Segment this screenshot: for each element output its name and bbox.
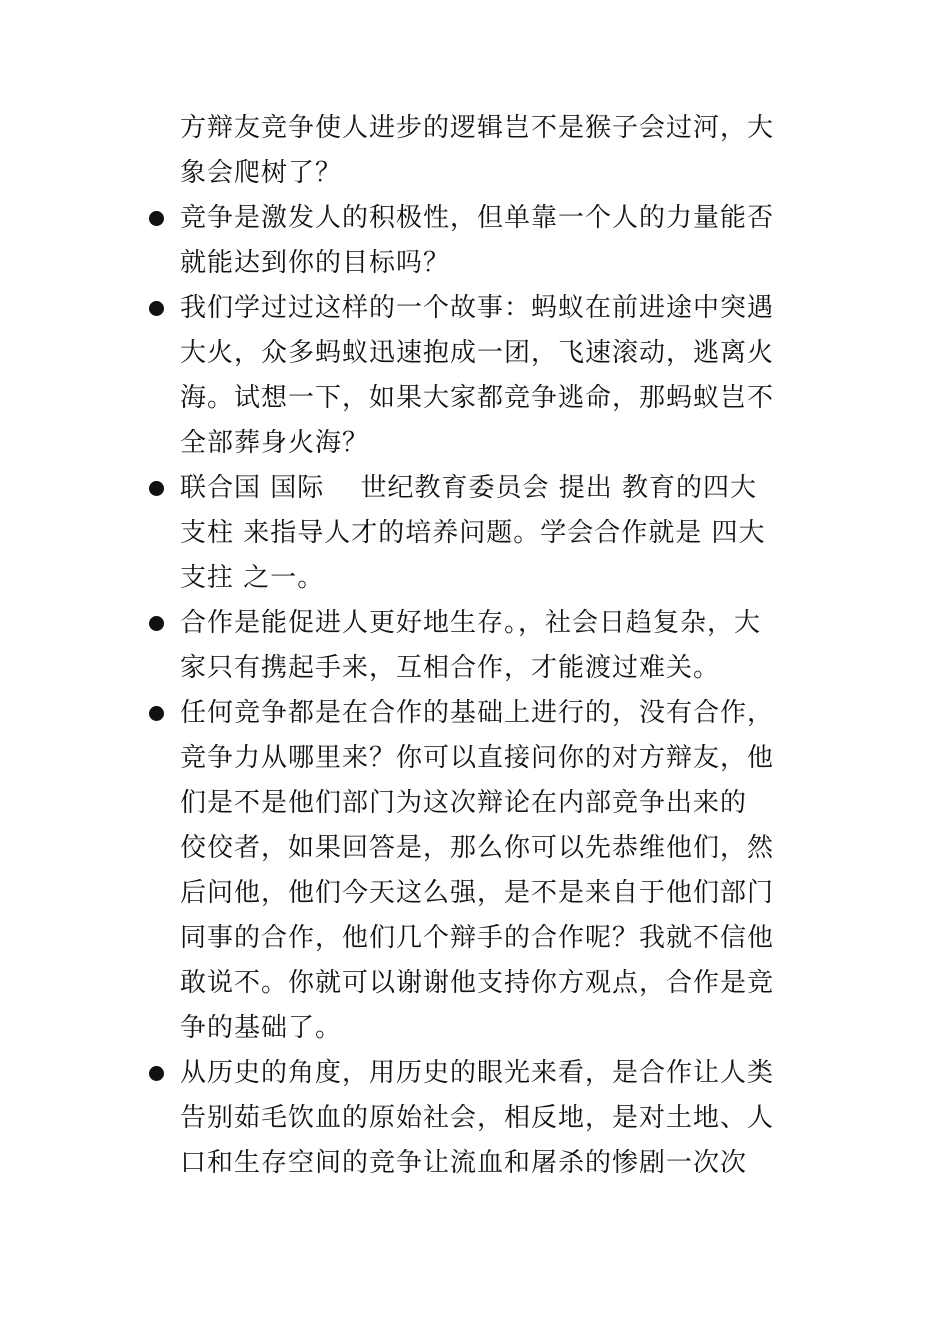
bullet-dot-icon: [149, 1066, 164, 1081]
bullet-item: [145, 466, 815, 601]
text-line: 告别茹毛饮血的原始社会，相反地，是对土地、人: [180, 1103, 775, 1133]
bullet-item: [145, 1051, 815, 1186]
text-line: 全部葬身火海？: [180, 428, 370, 458]
bullet-item: [145, 286, 815, 466]
bullet-dot-icon: [149, 211, 164, 226]
text-line: 家只有携起手来，互相合作，才能渡过难关。: [180, 653, 721, 683]
text-line: 同事的合作，他们几个辩手的合作呢？我就不信他: [180, 923, 775, 953]
text-line: 合作是能促进人更好地生存。，社会日趋复杂，大: [180, 608, 762, 638]
text-line: 我们学过过这样的一个故事：蚂蚁在前进途中突遇: [180, 293, 775, 323]
text-line: 象会爬树了？: [180, 158, 343, 188]
bullet-item: [145, 601, 815, 691]
text-line: 联合国 国际 世纪教育委员会 提出 教育的四大: [180, 473, 758, 503]
bullet-item: [145, 196, 815, 286]
text-line: 方辩友竞争使人进步的逻辑岂不是猴子会过河，大: [180, 113, 775, 143]
bullet-dot-icon: [149, 616, 164, 631]
text-line: 敢说不。你就可以谢谢他支持你方观点，合作是竞: [180, 968, 775, 998]
text-line: 海。试想一下，如果大家都竞争逃命，那蚂蚁岂不: [180, 383, 775, 413]
text-line: 就能达到你的目标吗？: [180, 248, 451, 278]
document-body: [145, 106, 815, 1186]
text-line: 竞争力从哪里来？你可以直接问你的对方辩友，他: [180, 743, 775, 773]
bullet-text: [145, 466, 815, 601]
bullet-text: [145, 691, 815, 1051]
text-line: 口和生存空间的竞争让流血和屠杀的惨剧一次次: [180, 1148, 748, 1178]
text-line: 们是不是他们部门为这次辩论在内部竞争出来的: [180, 788, 748, 818]
text-line: 后问他，他们今天这么强，是不是来自于他们部门: [180, 878, 775, 908]
bullet-dot-icon: [149, 706, 164, 721]
bullet-dot-icon: [149, 481, 164, 496]
bullet-item: [145, 691, 815, 1051]
bullet-dot-icon: [149, 301, 164, 316]
continuation-paragraph: [145, 106, 815, 196]
text-line: 从历史的角度，用历史的眼光来看，是合作让人类: [180, 1058, 775, 1088]
text-line: 大火，众多蚂蚁迅速抱成一团，飞速滚动，逃离火: [180, 338, 775, 368]
bullet-text: [145, 286, 815, 466]
bullet-text: [145, 196, 815, 286]
bullet-text: [145, 601, 815, 691]
bullet-text: [145, 1051, 815, 1186]
text-line: 支柱 来指导人才的培养问题。学会合作就是 四大: [180, 518, 766, 548]
text-line: 竞争是激发人的积极性，但单靠一个人的力量能否: [180, 203, 775, 233]
text-line: 争的基础了。: [180, 1013, 343, 1043]
text-line: 任何竞争都是在合作的基础上进行的，没有合作，: [180, 698, 775, 728]
text-line: 佼佼者，如果回答是，那么你可以先恭维他们，然: [180, 833, 775, 863]
text-line: 支拄 之一。: [180, 563, 325, 593]
